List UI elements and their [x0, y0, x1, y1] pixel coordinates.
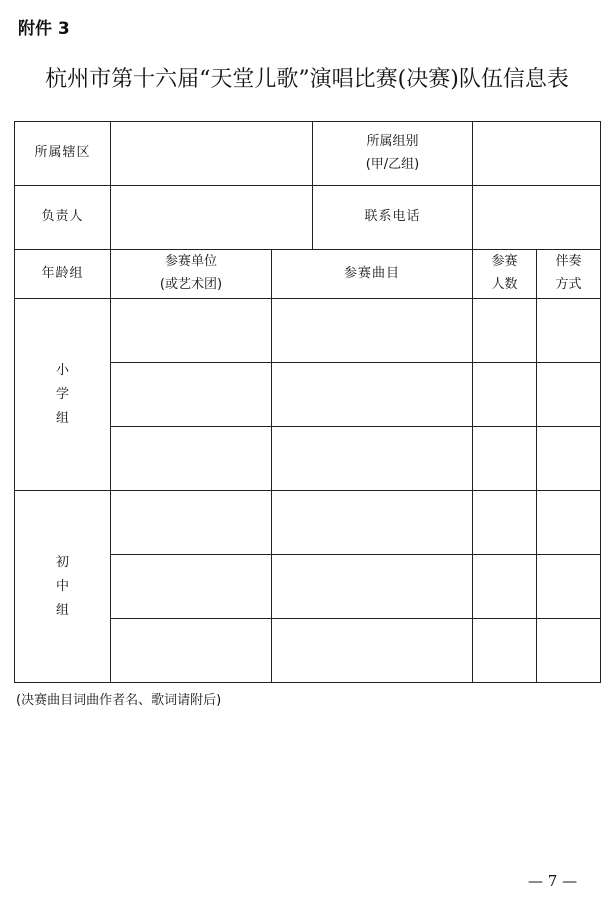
count-cell[interactable]	[473, 491, 537, 555]
section-label-char: 组	[55, 602, 69, 618]
song-cell[interactable]	[272, 491, 473, 555]
song-header: 参赛曲目	[272, 250, 473, 299]
count-header	[473, 250, 537, 299]
phone-value-cell[interactable]	[473, 186, 601, 250]
count-cell[interactable]	[473, 619, 537, 683]
section-label-char: 中	[55, 578, 69, 594]
accompany-header	[537, 250, 601, 299]
unit-cell[interactable]	[111, 619, 272, 683]
count-header-line1: 参赛	[491, 254, 518, 270]
unit-cell[interactable]	[111, 555, 272, 619]
table-row	[15, 491, 601, 555]
count-cell[interactable]	[473, 363, 537, 427]
row-leader	[15, 186, 601, 250]
accompany-cell[interactable]	[537, 363, 601, 427]
song-cell[interactable]	[272, 619, 473, 683]
song-cell[interactable]	[272, 363, 473, 427]
song-cell[interactable]	[272, 299, 473, 363]
unit-cell[interactable]	[111, 427, 272, 491]
section-label-char: 初	[55, 554, 69, 570]
accompany-cell[interactable]	[537, 555, 601, 619]
unit-header-line2: (或艺术团)	[159, 277, 223, 292]
unit-header	[111, 250, 272, 299]
unit-cell[interactable]	[111, 363, 272, 427]
team-info-table	[14, 121, 601, 683]
age-group-header: 年龄组	[15, 250, 111, 299]
accompany-cell[interactable]	[537, 491, 601, 555]
song-cell[interactable]	[272, 427, 473, 491]
section-label	[15, 491, 111, 683]
group-value-cell[interactable]	[473, 122, 601, 186]
page-title: 杭州市第十六届“天堂儿歌”演唱比赛(决赛)队伍信息表	[45, 67, 569, 92]
count-cell[interactable]	[473, 427, 537, 491]
accompany-cell[interactable]	[537, 299, 601, 363]
section-label-char: 组	[55, 410, 69, 426]
page-number: — 7 —	[528, 872, 578, 890]
section-label-char: 学	[55, 386, 69, 402]
section-label	[15, 299, 111, 491]
row-column-headers	[15, 250, 601, 299]
footer-note: (决赛曲目词曲作者名、歌词请附后)	[16, 693, 222, 708]
leader-value-cell[interactable]	[111, 186, 313, 250]
accompany-header-line2: 方式	[555, 277, 582, 292]
unit-cell[interactable]	[111, 299, 272, 363]
phone-label: 联系电话	[313, 186, 473, 250]
count-cell[interactable]	[473, 555, 537, 619]
unit-cell[interactable]	[111, 491, 272, 555]
leader-label: 负责人	[15, 186, 111, 250]
table-row	[15, 299, 601, 363]
row-district	[15, 122, 601, 186]
group-label	[313, 122, 473, 186]
group-label-line2: (甲/乙组)	[365, 156, 420, 172]
attachment-label: 附件 3	[18, 19, 70, 39]
song-cell[interactable]	[272, 555, 473, 619]
accompany-cell[interactable]	[537, 427, 601, 491]
accompany-cell[interactable]	[537, 619, 601, 683]
group-label-line1: 所属组别	[366, 133, 419, 149]
accompany-header-line1: 伴奏	[555, 254, 582, 270]
count-header-line2: 人数	[491, 277, 518, 292]
unit-header-line1: 参赛单位	[164, 254, 217, 270]
section-label-char: 小	[55, 362, 69, 378]
count-cell[interactable]	[473, 299, 537, 363]
district-value-cell[interactable]	[111, 122, 313, 186]
district-label: 所属辖区	[15, 122, 111, 186]
